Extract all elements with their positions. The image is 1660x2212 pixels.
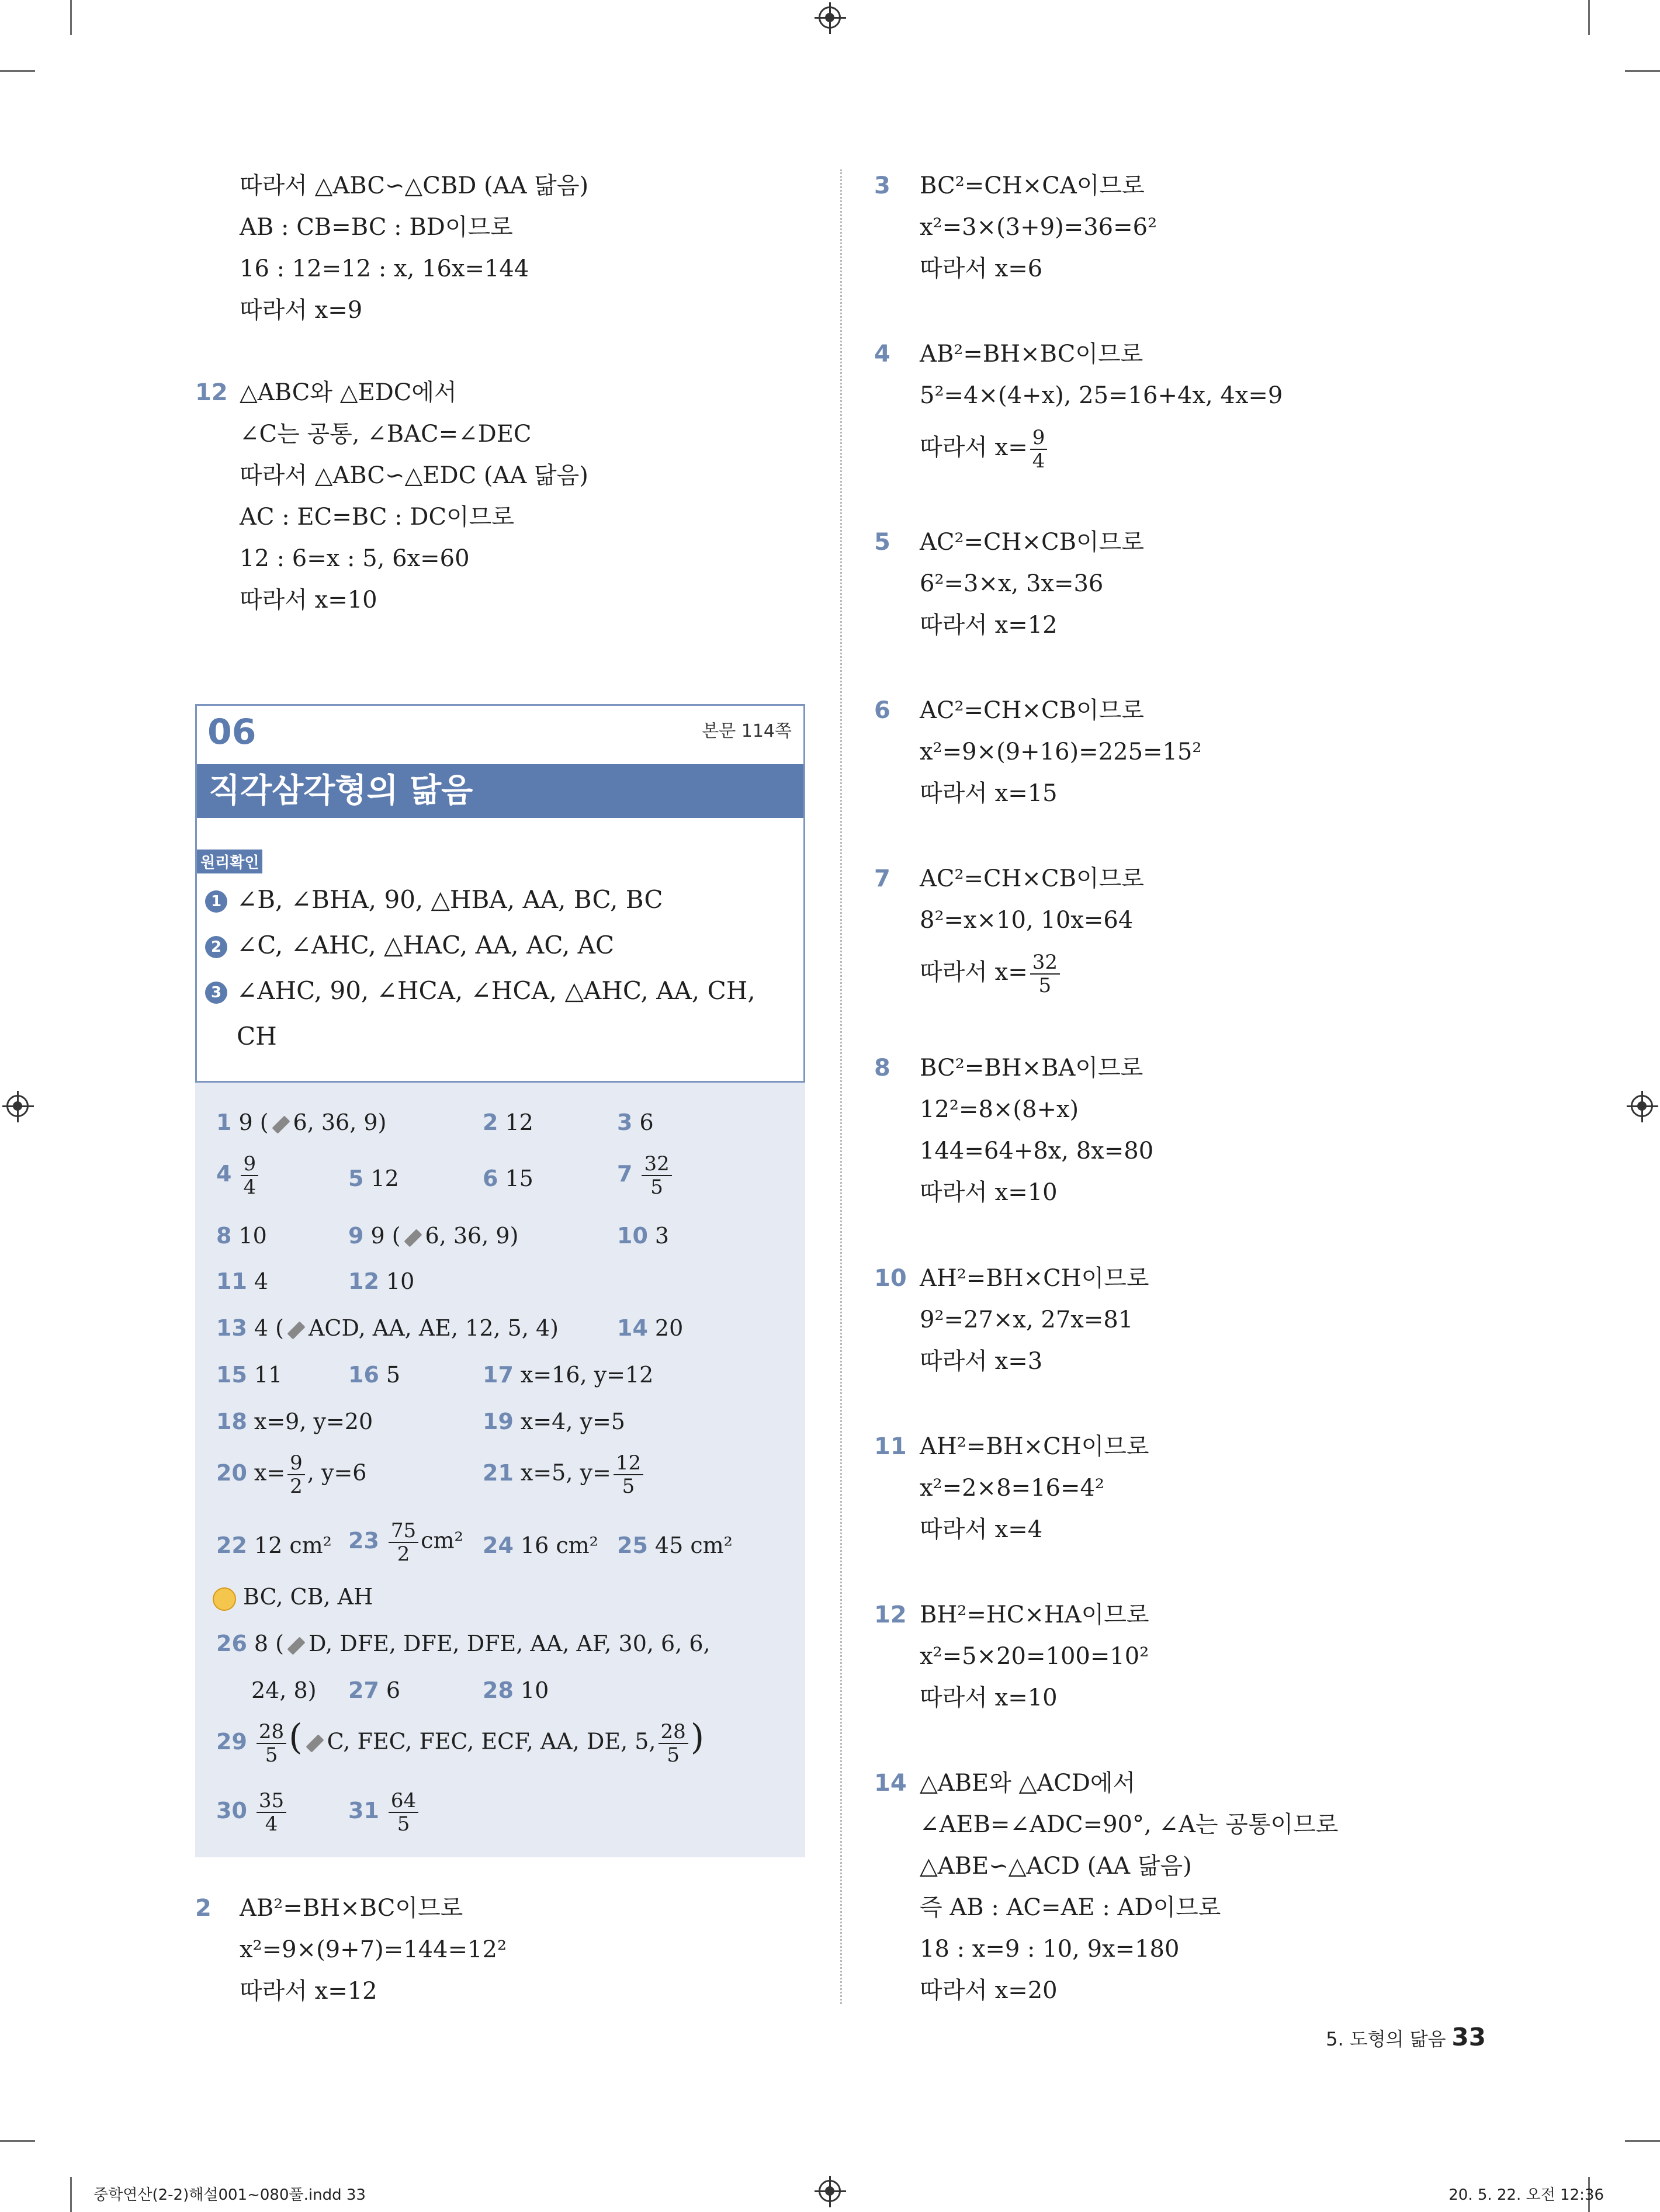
crop-mark: [1625, 70, 1660, 72]
registration-mark-icon: [1631, 1095, 1653, 1117]
section-box: [195, 704, 805, 1083]
solution-line: AB : CB=BC : BD이므로: [240, 214, 513, 241]
answer-item: 29 $\frac{28}{5}$ ( C, FEC, FEC, ECF, AA, DE, 5, $\frac{28}{5}$ ): [216, 1717, 705, 1767]
solution-line: 따라서 x= $\frac{32}{5}$: [920, 951, 1062, 997]
answer-item: 17 x=16, y=12: [483, 1362, 654, 1388]
solution-line: 9²=27×x, 27x=81: [920, 1306, 1134, 1333]
problem-number: 11: [874, 1433, 907, 1460]
solution-line: 따라서 x=12: [240, 1978, 377, 2005]
circle-number-icon: 1: [205, 890, 227, 913]
answer-item: 22 12 cm²: [216, 1533, 332, 1558]
solution-line: 16 : 12=12 : x, 16x=144: [240, 255, 529, 282]
answer-item: 1 9 ( 6, 36, 9): [216, 1110, 387, 1135]
answer-item: 6 15: [483, 1166, 533, 1191]
answer-item: 10 3: [617, 1223, 670, 1249]
solution-line: AC : EC=BC : DC이므로: [240, 504, 514, 531]
solution-line: x²=9×(9+7)=144=12²: [240, 1936, 507, 1963]
pencil-icon: [272, 1115, 290, 1133]
page-number: 33: [1451, 2023, 1486, 2051]
solution-line: BC²=CH×CA이므로: [920, 172, 1145, 199]
circle-number-icon: 3: [205, 982, 227, 1004]
principle-item: 3 ∠AHC, 90, ∠HCA, ∠HCA, △AHC, AA, CH,: [205, 976, 756, 1006]
crop-mark: [0, 2140, 35, 2142]
print-file-info: 중학연산(2-2)해설001~080풀.indd 33: [93, 2186, 366, 2204]
page-reference: 본문 114쪽: [702, 721, 792, 741]
solution-line: 따라서 x=6: [920, 255, 1043, 282]
solution-line: AC²=CH×CB이므로: [920, 697, 1144, 724]
answer-item: 20 x= $\frac{9}{2}$ , y=6: [216, 1451, 367, 1498]
section-title: 직각삼각형의 닮음: [197, 764, 803, 818]
solution-line: AB²=BH×BC이므로: [240, 1895, 463, 1922]
registration-mark-icon: [819, 2180, 841, 2202]
solution-line: 따라서 x=4: [920, 1516, 1043, 1543]
solution-line: 6²=3×x, 3x=36: [920, 570, 1104, 597]
solution-line: ∠C는 공통, ∠BAC=∠DEC: [240, 421, 532, 448]
answer-item: 30 $\frac{35}{4}$: [216, 1790, 289, 1835]
answer-item: 26 8 ( D, DFE, DFE, DFE, AA, AF, 30, 6, 6,: [216, 1631, 711, 1656]
problem-number: 10: [874, 1265, 907, 1292]
problem-number: 2: [195, 1895, 212, 1922]
answer-item: 9 9 ( 6, 36, 9): [348, 1223, 519, 1249]
principle-item: 2 ∠C, ∠AHC, △HAC, AA, AC, AC: [205, 930, 614, 961]
solution-line: 12 : 6=x : 5, 6x=60: [240, 545, 470, 572]
solution-line: AC²=CH×CB이므로: [920, 529, 1144, 556]
solution-line: 따라서 x=10: [920, 1179, 1058, 1206]
answer-item: 7 $\frac{32}{5}$: [617, 1153, 674, 1198]
answer-item: 28 10: [483, 1677, 549, 1703]
answer-item: 27 6: [348, 1677, 401, 1703]
solution-line: 18 : x=9 : 10, 9x=180: [920, 1936, 1180, 1963]
problem-number: 7: [874, 865, 890, 892]
problem-number: 8: [874, 1055, 890, 1081]
answer-item: 23 $\frac{75}{2}$ cm²: [348, 1519, 463, 1566]
solution-line: 따라서 x=10: [240, 587, 377, 613]
problem-number: 3: [874, 172, 890, 199]
solution-line: x²=5×20=100=10²: [920, 1643, 1149, 1670]
solution-line: 따라서 △ABC∽△EDC (AA 닮음): [240, 462, 588, 489]
solution-line: 8²=x×10, 10x=64: [920, 907, 1134, 934]
solution-line: 144=64+8x, 8x=80: [920, 1138, 1154, 1164]
crop-mark: [70, 2177, 72, 2212]
pencil-icon: [306, 1734, 324, 1752]
problem-number: 14: [874, 1770, 907, 1797]
section-number: 06: [207, 712, 257, 753]
solution-line: 5²=4×(4+x), 25=16+4x, 4x=9: [920, 382, 1283, 409]
pencil-icon: [287, 1321, 305, 1339]
solution-line: 따라서 x=15: [920, 780, 1058, 807]
solution-line: 따라서 x= $\frac{9}{4}$: [920, 427, 1049, 472]
answer-item: 8 10: [216, 1223, 267, 1249]
solution-line: AH²=BH×CH이므로: [920, 1265, 1149, 1292]
solution-line: AB²=BH×BC이므로: [920, 341, 1143, 367]
pencil-icon: [404, 1229, 422, 1247]
print-date-info: 20. 5. 22. 오전 12:36: [1448, 2186, 1604, 2204]
answer-item: BC, CB, AH: [213, 1583, 373, 1611]
answers-panel: [195, 1083, 805, 1857]
crop-mark: [70, 0, 72, 35]
solution-line: BC²=BH×BA이므로: [920, 1055, 1143, 1081]
answer-item: 31 $\frac{64}{5}$: [348, 1790, 421, 1835]
answer-item: 3 6: [617, 1110, 654, 1135]
answer-item: 16 5: [348, 1362, 401, 1388]
circle-number-icon: 2: [205, 936, 227, 958]
solution-line: 따라서 x=3: [920, 1348, 1043, 1375]
column-divider: [840, 169, 842, 2004]
answer-item: 24 16 cm²: [483, 1533, 598, 1558]
solution-line: BH²=HC×HA이므로: [920, 1601, 1149, 1628]
problem-number: 6: [874, 697, 890, 724]
solution-line: x²=2×8=16=4²: [920, 1475, 1104, 1502]
principle-badge: 원리확인: [197, 850, 262, 873]
answer-item: 13 4 ( ACD, AA, AE, 12, 5, 4): [216, 1315, 559, 1341]
solution-line: 따라서 x=12: [920, 612, 1058, 639]
answer-item: 18 x=9, y=20: [216, 1409, 373, 1434]
answer-item: 12 10: [348, 1268, 415, 1294]
smile-icon: [213, 1587, 236, 1611]
answer-item: 25 45 cm²: [617, 1533, 733, 1558]
problem-number: 4: [874, 341, 890, 367]
answer-item: 4 $\frac{9}{4}$: [216, 1153, 261, 1198]
solution-line: AC²=CH×CB이므로: [920, 865, 1144, 892]
answer-item: 19 x=4, y=5: [483, 1409, 625, 1434]
page-footer: [1326, 2023, 1486, 2051]
answer-item: 2 12: [483, 1110, 533, 1135]
registration-mark-icon: [819, 6, 841, 29]
answer-item: 24, 8): [251, 1677, 317, 1703]
section-label: 5. 도형의 닮음: [1326, 2028, 1446, 2050]
solution-line: 즉 AB : AC=AE : AD이므로: [920, 1894, 1221, 1921]
answer-item: 11 4: [216, 1268, 269, 1294]
solution-line: 따라서 x=10: [920, 1684, 1058, 1711]
solution-line: x²=9×(9+16)=225=15²: [920, 739, 1202, 765]
solution-line: ∠AEB=∠ADC=90°, ∠A는 공통이므로: [920, 1811, 1339, 1838]
solution-line: x²=3×(3+9)=36=6²: [920, 214, 1158, 241]
problem-number: 12: [874, 1601, 907, 1628]
problem-number: 12: [195, 379, 228, 406]
crop-mark: [0, 70, 35, 72]
principle-item: 1 ∠B, ∠BHA, 90, △HBA, AA, BC, BC: [205, 885, 663, 915]
crop-mark: [1588, 0, 1590, 35]
solution-line: △ABE∽△ACD (AA 닮음): [920, 1853, 1192, 1880]
answer-item: 15 11: [216, 1362, 283, 1388]
solution-line: 따라서 x=20: [920, 1977, 1058, 2004]
crop-mark: [1625, 2140, 1660, 2142]
answer-item: 5 12: [348, 1166, 399, 1191]
solution-line: AH²=BH×CH이므로: [920, 1433, 1149, 1460]
principle-item-cont: CH: [237, 1022, 277, 1050]
solution-line: △ABC와 △EDC에서: [240, 379, 457, 406]
solution-line: 12²=8×(8+x): [920, 1096, 1079, 1123]
registration-mark-icon: [6, 1095, 29, 1117]
solution-line: 따라서 △ABC∽△CBD (AA 닮음): [240, 172, 589, 199]
pencil-icon: [287, 1637, 305, 1655]
solution-line: 따라서 x=9: [240, 297, 363, 324]
answer-item: 14 20: [617, 1315, 684, 1341]
solution-line: △ABE와 △ACD에서: [920, 1770, 1136, 1797]
answer-item: 21 x=5, y= $\frac{12}{5}$: [483, 1452, 646, 1497]
problem-number: 5: [874, 529, 890, 556]
